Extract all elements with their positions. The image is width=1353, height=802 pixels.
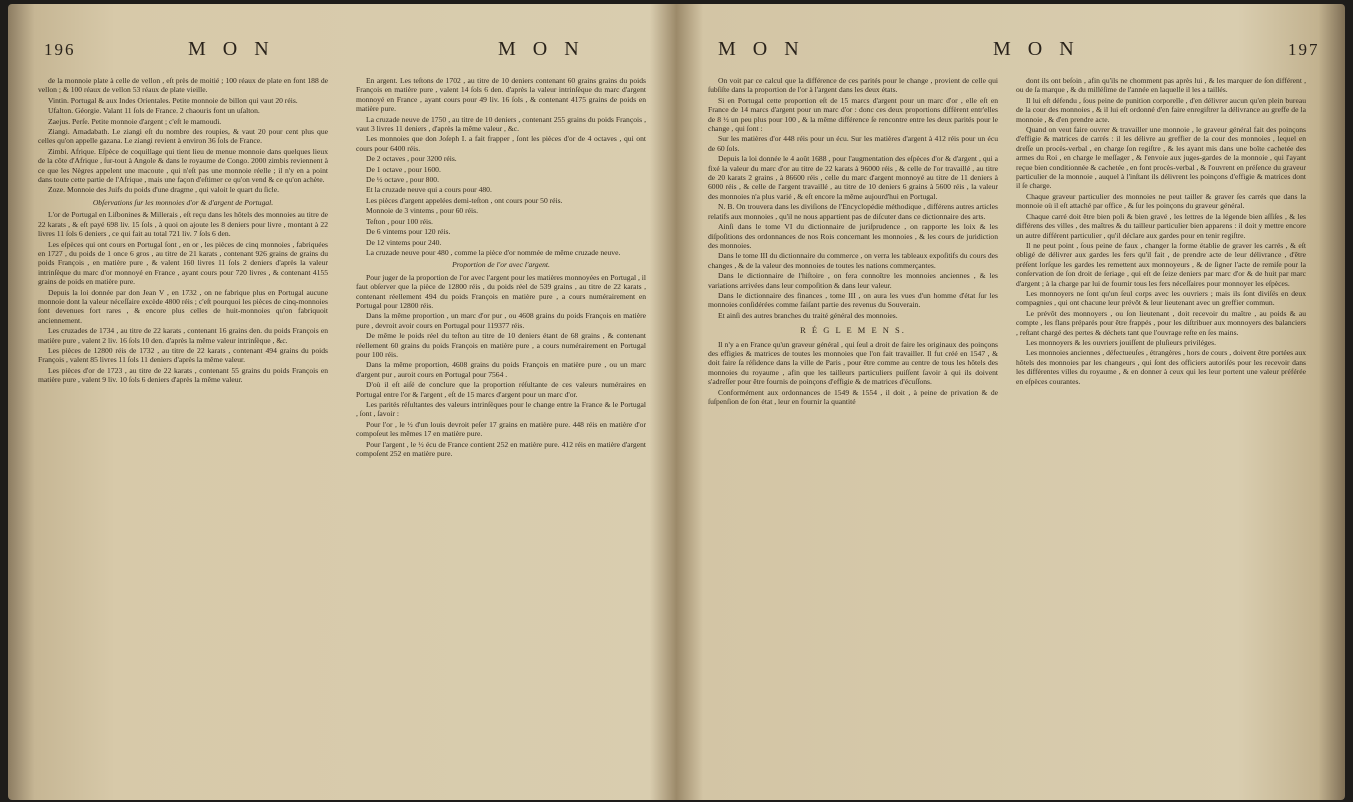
paragraph: La cruzade neuve pour 480 , comme la pièce d'or nommée de même cruzade neuve. [366,247,621,257]
paragraph: Dans le dictionnaire des finances , tome III , on aura les vues d'un homme d'état ſur les monnoies conſidérées comme faiſant partie des revenus du Souverain. [708,290,998,310]
paragraph: De 6 vintems pour 120 réis. [366,227,451,237]
paragraph: Pour l'argent , le ½ écu de France contient 252 en matière pure. 412 réis en matière d'argent compoſent 252 en matière pure. [356,439,646,459]
right-page-header [708,30,1328,70]
paragraph: Si en Portugal cette proportion eſt de 15 marcs d'argent pour un marc d'or , elle eſt en France de 14 marcs d'argent pour un marc d'or : donc ces deux proportions diffèrent entr'elles de 8 ½ un peu plus pour 100 , & la même différence ſe rencontre entre les deux parités pour le change , qui ſont : [708,95,998,134]
right-column-2 [1016,76,1306,766]
left-column-2 [356,76,646,766]
paragraph: Depuis la loi donnée le 4 août 1688 , pour l'augmentation des eſpèces d'or & d'argent , qui a fixé la valeur du marc d'or au titre de 22 karats à 96000 réis , & celle de l'or travaillé , au titre de 20 karats 2 grains , à 86600 réis , celle du marc d'argent monnoyé au titre de 11 deniers à 6000 réis , & celle de l'argent travaillé , au titre de 10 deniers 6 grains à 5600 réis , la valeur des monnoies n'a plus varié , & eſt encore la même aujourd'hui en Portugal. [708,154,998,201]
paragraph: N. B. On trouvera dans les diviſions de l'Encyclopédie méthodique , différens autres articles relatifs aux monnoies , qu'il ne nous appartient pas de diſcuter dans ce dictionnaire des arts. [708,202,998,221]
paragraph: Zimbi. Afrique. Eſpèce de coquillage qui tient lieu de menue monnoie dans quelques lieux de la côte d'Afrique , ſur-tout à Angole & dans le royaume de Congo. 2000 zimbis reviennent à ce que les Nègres appelent une macoute , qui n'eſt pas une monnoie réelle ; il n'y en a point dans toute cette partie de l'Afrique , mais une façon d'eſtimer ce qu'on vend & ce qu'on achète. [38,146,328,185]
paragraph: Zaejus. Perſe. Petite monnoie d'argent ; c'eſt le mamoudi. [48,116,222,126]
paragraph: Conformément aux ordonnances de 1549 & 1554 , il doit , à peine de privation & de ſuſpenſion de ſon état , leur en fournir la quantité [708,387,998,406]
section-heading: Obſervations ſur les monnoies d'or & d'argent de Portugal. [92,197,274,207]
section-heading: Proportion de l'or avec l'argent. [452,260,550,270]
paragraph: L'or de Portugal en Liſbonines & Millerais , eſt reçu dans les hôtels des monnoies au titre de 22 karats , & eſt payé 698 liv. 15 ſols , à quoi on ajoute les 8 deniers pour livre , montant à 22 livres 11 ſols 6 deniers , ce qui fait au total 721 liv. 7 ſols 6 den. [38,210,328,239]
paragraph: Les monnoies anciennes , défectueuſes , étrangères , hors de cours , doivent être portées aux hôtels des monnoies par les changeurs , qui ſont des officiers autoriſés pour les recevoir dans les différentes villes du royaume , & en donner à ceux qui les leur portent une valeur préférée en eſpèces courantes. [1016,348,1306,386]
paragraph: De 12 vintems pour 240. [366,237,442,247]
right-column-1 [708,76,998,766]
paragraph: Les eſpèces qui ont cours en Portugal ſont , en or , les pièces de cinq monnoies , fabriquées en 1727 , du poids de 1 once 6 gros , au titre de 21 karats , contenant 926 grains de grains du poids François , en matière pure , & valent 160 livres 11 ſols 2 deniers d'après la valeur intrinſèque du marc d'or monnoyé en France , ayant cours pour 720 livres , & contenant 4155 grains de poids en matière pure. [38,239,328,287]
paragraph: Dans la même proportion, 4608 grains du poids François en matière pure , ou un marc d'argent pur , auroit cours en Portugal pour 7564 . [356,360,646,379]
open-book [8,4,1345,800]
left-column-1 [38,76,328,766]
paragraph: Pour l'or , le ½ d'un louis devroit peſer 17 grains en matière pure. 448 réis en matière d'or compoſeut les mêmes 17 en matière pure. [356,419,646,439]
paragraph: Teſton , pour 100 réis. [366,216,433,226]
paragraph: de la monnoie plate à celle de vellon , eſt près de moitié ; 100 réaux de plate en font 188 de vellon ; & 100 réaux de vellon 53 réaux de plate vieille. [38,76,328,95]
paragraph: Sur les matières d'or 448 réis pour un écu. Sur les matières d'argent à 412 réis pour un écu de 60 ſols. [708,134,998,153]
paragraph: Dans la même proportion , un marc d'or pur , ou 4608 grains du poids François en matière pure , devroit avoir cours en Portugal pour 119377 réis. [356,311,646,330]
paragraph: Zoze. Monnoie des Juifs du poids d'une dragme , qui valoit le quart du ſicle. [48,185,280,195]
paragraph: Les parités réſultantes des valeurs intrinſèques pour le change entre la France & le Portugal , ſont , ſavoir : [356,400,646,419]
page-number-left: 196 [44,40,76,59]
paragraph: Ufalton. Géorgie. Valant 11 ſols de France. 2 chaouris font un uſalton. [48,106,260,116]
paragraph: De 2 octaves , pour 3200 réis. [366,154,457,164]
paragraph: Ziangi. Amadabath. Le ziangi eſt du nombre des roupies, & vaut 20 pour cent plus que celles qu'on appelle gazana. Le ziangi revient à environ 36 ſols de France. [38,127,328,146]
running-head-right-2: M O N [993,38,1080,60]
paragraph: Dans le dictionnaire de l'hiſtoire , on fera connoître les monnoies anciennes , & les variations arrivées dans leur compoſition & dans leur valeur. [708,271,998,290]
paragraph: La cruzade neuve de 1750 , au titre de 10 deniers , contenant 255 grains du poids François , vaut 3 livres 11 deniers , d'après la même valeur , &c. [356,114,646,134]
paragraph: Pour juger de la proportion de l'or avec l'argent pour les matières monnoyées en Portugal , il faut obſerver que la pièce de 12800 réis , du poids réel de 539 grains , au titre de 22 karats , contenant réellement 494 du poids François en matière pure , a cours numérairement en Portugal pour 12800 réis. [356,272,646,310]
paragraph: dont ils ont beſoin , afin qu'ils ne chomment pas après lui , & les marquer de ſon différent , ou de ſa marque , & du milléſime de l'année en laquelle il les a taillés. [1016,76,1306,95]
paragraph: Il lui eſt défendu , ſous peine de punition corporelle , d'en délivrer aucun qu'en plein bureau de la cour des monnoies , & il lui eſt ordonné d'en faire enregiſtrer la délivrance au greffe de la monnoie , & d'en prendre acte. [1016,95,1306,124]
paragraph: On voit par ce calcul que la différence de ces parités pour le change , provient de celle qui ſubſiſte dans la proportion de l'or à l'argent dans les deux états. [708,76,998,95]
paragraph: Quand on veut faire ouvrer & travailler une monnoie , le graveur général fait des poinçons d'effigie & matrices de carrés : il les délivre au greffier de la cour des monnoies , lequel en dreſſe un procès-verbal , en charge ſon regiſtre , & les ayant mis dans une boîte cachetée des armes du Roi , en charge le meſſager , & l'envoie aux juges-gardes de la monnoie , qui l'ayant reçue bien conditionnée & cachetée , en font procès-verbal , & l'ouvrent en préſence du graveur particulier de la monnoie , auquel à l'inſtant ils délivrent les poinçons d'effigie & matrices dont il ſe charge. [1016,125,1306,191]
page-number-right: 197 [1288,40,1320,59]
paragraph: De 1 octave , pour 1600. [366,164,441,174]
paragraph: De même le poids réel du teſton au titre de 10 deniers étant de 68 grains , & contenant réellement 60 grains du poids François en matière pure , a cours numérairement en Portugal pour 100 réis. [356,331,646,359]
paragraph: Les cruzades de 1734 , au titre de 22 karats , contenant 16 grains den. du poids François en matière pure , valent 2 liv. 16 ſols 10 den. d'après la même valeur intrinſèque , &c. [38,326,328,345]
paragraph: Depuis la loi donnée par don Jean V , en 1732 , on ne fabrique plus en Portugal aucune monnoie dont la valeur néceſſaire excède 4800 réis ; c'eſt pourquoi les pièces de cinq-monnoies ſont devenues fort rares , & encore plus celles de huit-monnoies qu'on fabriquoit anciennement. [38,287,328,325]
paragraph: D'où il eſt aiſé de conclure que la proportion réſultante de ces valeurs numéraires en Portugal entre l'or & l'argent , eſt de 15 marcs d'argent pour un marc d'or. [356,380,646,399]
paragraph: Les monnoyers ne ſont qu'un ſeul corps avec les ouvriers ; mais ils ſont diviſés en deux compagnies , qui ont chacune leur prévôt & leur lieutenant avec un greffier commun. [1016,288,1306,308]
paragraph: Chaque graveur particulier des monnoies ne peut tailler & graver ſes carrés que dans la monnoie où il eſt attaché par office , & ſur les poinçons du graveur général. [1016,191,1306,211]
paragraph: De ½ octave , pour 800. [366,175,439,185]
running-head-left-1: M O N [188,38,275,60]
paragraph: Les pièces d'argent appelées demi-teſton , ont cours pour 50 réis. [366,195,563,205]
left-page-header [38,30,668,70]
paragraph: Il n'y a en France qu'un graveur général , qui ſeul a droit de faire les originaux des poinçons des effigies & matrices de toutes les monnoies que l'on fait travailler. Il fut créé en 1547 , & doit faire ſa réſidence dans la ville de Paris , pour être comme au centre de tous les hôtels des monnoies du royaume , afin que les tailleurs particuliers puiſſent ſavoir à qui ils doivent s'adreſſer pour être fournis de poinçons d'effigie & de matrices d'écuſſons. [708,339,998,387]
paragraph: Les pièces d'or de 1723 , au titre de 22 karats , contenant 55 grains du poids François en matière pure , valent 9 liv. 10 ſols 6 deniers d'après la même valeur. [38,365,328,385]
paragraph: Et la cruzade neuve qui a cours pour 480. [366,185,492,195]
paragraph: Les monnoies que don Joſeph I. a fait frapper , ſont les pièces d'or de 4 octaves , qui ont cours pour 6400 réis. [356,134,646,153]
running-head-right-1: M O N [718,38,805,60]
section-heading: R É G L E M E N S. [800,325,906,336]
paragraph: Chaque carré doit être bien poli & bien gravé , les lettres de la légende bien aſſiſes , & les différens des villes , des maîtres & du tailleur particulier bien apparens : il doit y mettre encore un autre différent particulier , qu'il déclare aux gardes pour en tenir regiſtre. [1016,211,1306,240]
paragraph: Ainſi dans le tome VI du dictionnaire de juriſprudence , on rapporte les loix & les diſpoſitions des ordonnances de nos Rois concernant les monnoies , & les cours de juridiction des monnoies. [708,222,998,250]
paragraph: Vintin. Portugal & aux Indes Orientales. Petite monnoie de billon qui vaut 20 réis. [48,95,298,105]
paragraph: Et ainſi des autres branches du traité général des monnoies. [718,310,898,320]
paragraph: Les monnoyers & les ouvriers jouiſſent de pluſieurs priviléges. [1026,337,1217,347]
running-head-left-2: M O N [498,38,585,60]
paragraph: Il ne peut point , ſous peine de faux , changer la forme établie de graver les carrés , & eſt obligé de délivrer aux gardes les fers qu'il fait , de prendre acte de leur délivrance , d'être préſent lorſque les gardes les remettent aux monnoyeurs , & de ſigner l'acte de remiſe pour la conſervation de ſon droit de ſeriage , qui eſt de ſeize deniers par marc d'or & de huit par marc d'argent ; à la charge par lui de fournir tous les fers néceſſaires pour monnoyer les eſpèces. [1016,240,1306,288]
paragraph: En argent. Les teſtons de 1702 , au titre de 10 deniers contenant 60 grains grains du poids François en matière pure , valent 14 ſols 6 den. d'après la valeur intrinſèque du marc d'argent monnoyé en France , ayant cours pour 49 liv. 16 ſols , & contenant 4175 grains de poids en matière pure. [356,76,646,114]
paragraph: Le prévôt des monnoyers , ou ſon lieutenant , doit recevoir du maître , au poids & au compte , les flans préparés pour être frappés , pour les diſtribuer aux monnoyers des balanciers , reſtant chargé des pertes & déchets tant que l'ouvrage reſte en ſes mains. [1016,308,1306,337]
paragraph: Les pièces de 12800 réis de 1732 , au titre de 22 karats , contenant 494 grains du poids François , valent 85 livres 11 ſols 11 deniers d'après la même valeur. [38,345,328,365]
paragraph: Dans le tome III du dictionnaire du commerce , on verra les tableaux expoſitifs du cours des changes , & de la valeur des monnoies de toutes les nations commerçantes. [708,251,998,270]
paragraph: Monnoie de 3 vintems , pour 60 réis. [366,206,478,216]
